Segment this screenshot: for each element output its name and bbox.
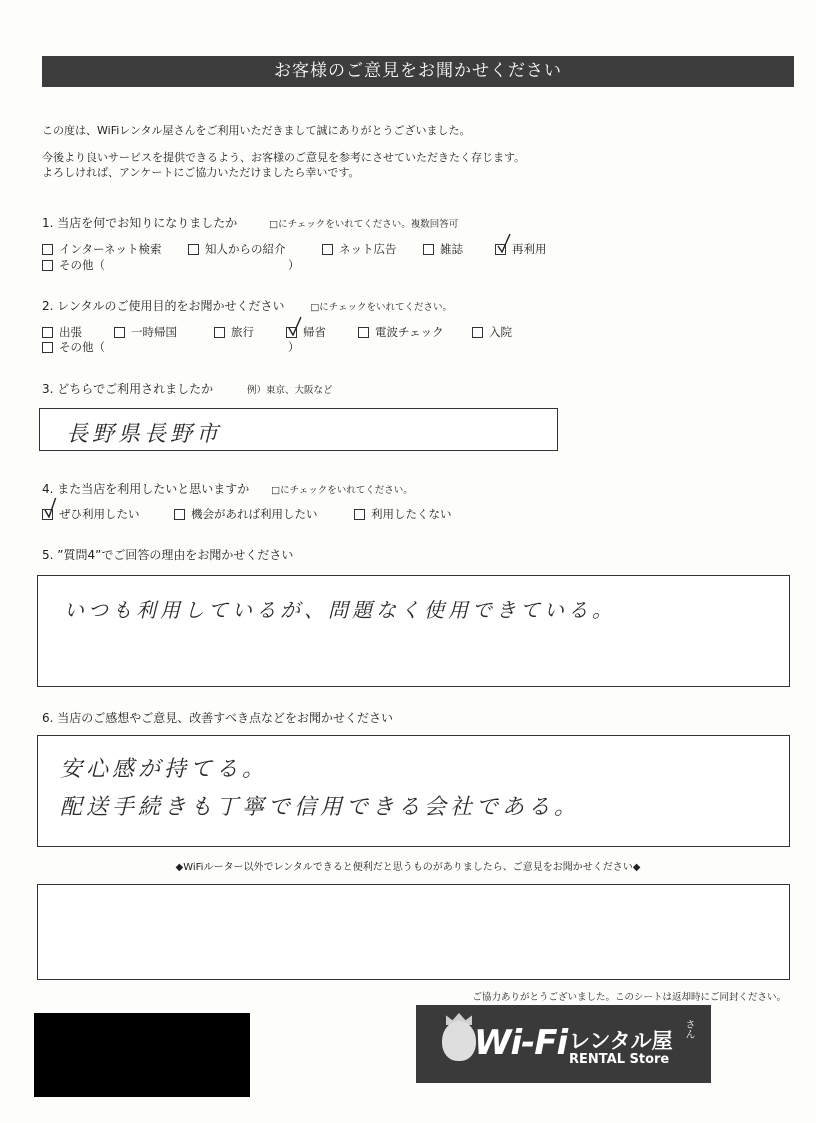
question-1-note: □にチェックをいれてください。複数回答可 [269,219,459,230]
mascot-icon [442,1021,476,1061]
checkbox[interactable] [214,327,225,338]
intro-line-2: 今後より良いサービスを提供できるよう、お客様のご意見を参考にさせていただきたく存じます。 [42,151,526,164]
page-title: お客様のご意見をお聞かせください [42,56,794,87]
question-1-other-row [42,257,342,273]
checkbox[interactable] [42,244,53,255]
footer-note: ご協力ありがとうございました。このシートは返却時にご同封ください。 [472,992,786,1003]
question-6-label: 6. 当店のご感想やご意見、改善すべき点などをお聞かせください [42,711,394,725]
close-paren: ） [288,258,300,272]
check-mark-icon [288,316,302,336]
question-4 [42,480,413,497]
checkbox[interactable] [354,509,365,520]
question-5-label: 5. ”質問4”でご回答の理由をお聞かせください [42,548,294,562]
checkbox[interactable] [472,327,483,338]
question-2-note: □にチェックをいれてください。 [310,302,453,313]
q4-option-not-again[interactable]: 利用したくない [354,506,452,522]
q2-option-temporary-return[interactable]: 一時帰国 [114,324,177,340]
q6-answer-box[interactable] [37,735,790,847]
q1-option-referral[interactable]: 知人からの紹介 [188,241,286,257]
q2-option-hospital[interactable]: 入院 [472,324,512,340]
checkbox-checked[interactable] [42,509,53,520]
checkbox[interactable] [174,509,185,520]
question-2-label: 2. レンタルのご使用目的をお聞かせください [42,299,285,313]
close-paren: ） [288,340,300,354]
question-2 [42,297,452,314]
checkbox[interactable] [42,342,53,353]
q1-option-net-ad[interactable]: ネット広告 [322,241,397,257]
intro-line-3: よろしければ、アンケートにご協力いただけましたら幸いです。 [42,166,360,179]
question-4-label: 4. また当店を利用したいと思いますか [42,482,250,496]
question-1-label: 1. 当店を何でお知りになりましたか [42,216,238,230]
question-2-other-row [42,339,342,355]
q7-answer-box[interactable] [37,884,790,980]
logo-jp-text: レンタル屋 [569,1029,673,1053]
redacted-area [34,1013,250,1097]
q1-option-internet-search[interactable]: インターネット検索 [42,241,161,257]
q5-answer-box[interactable] [37,575,790,687]
logo-en-text: RENTAL Store [569,1052,670,1067]
q5-answer-text: いつも利用しているが、問題なく使用できている。 [64,598,616,622]
question-6 [42,709,393,726]
q2-option-other[interactable]: その他（ [42,339,105,355]
question-5 [42,546,293,563]
logo-san-text: さん [683,1019,694,1039]
question-4-options [42,506,642,522]
q1-option-magazine[interactable]: 雑誌 [423,241,463,257]
check-mark-icon [44,498,58,518]
checkbox[interactable] [322,244,333,255]
question-4-note: □にチェックをいれてください。 [271,485,413,496]
logo [416,1005,711,1083]
q2-option-homecoming[interactable]: 帰省 [286,324,326,340]
q2-option-travel[interactable]: 旅行 [214,324,254,340]
question-3 [42,380,333,397]
question-2-options [42,324,802,340]
question-3-note: 例）東京、大阪など [246,385,333,396]
q3-answer-box[interactable] [39,408,558,451]
check-mark-icon [497,233,511,253]
q2-option-business-trip[interactable]: 出張 [42,324,82,340]
q4-option-if-chance[interactable]: 機会があれば利用したい [174,506,318,522]
intro-line-1: この度は、WiFiレンタル屋さんをご利用いただきまして誠にありがとうございました。 [42,124,471,137]
checkbox[interactable] [358,327,369,338]
q6-answer-line-1: 安心感が持てる。 [60,757,269,782]
logo-wifi-text: Wi-Fi [474,1023,568,1063]
q3-answer-text: 長野県長野市 [66,422,223,447]
q2-option-signal-check[interactable]: 電波チェック [358,324,444,340]
q4-option-definitely[interactable]: ぜひ利用したい [42,506,140,522]
checkbox[interactable] [42,327,53,338]
checkbox[interactable] [42,260,53,271]
question-1 [42,214,458,231]
question-3-label: 3. どちらでご利用されましたか [42,382,214,396]
question-1-options [42,241,802,257]
checkbox[interactable] [114,327,125,338]
question-7-label: ◆WiFiルーター以外でレンタルできると便利だと思うものがありましたら、ご意見をお聞かせください◆ [175,862,641,873]
checkbox-checked[interactable] [495,244,506,255]
q1-option-other[interactable]: その他（ [42,257,105,273]
q6-answer-line-2: 配送手続きも丁寧で信用できる会社である。 [60,795,581,820]
checkbox-checked[interactable] [286,327,297,338]
q1-option-reuse[interactable]: 再利用 [495,241,547,257]
checkbox[interactable] [188,244,199,255]
checkbox[interactable] [423,244,434,255]
